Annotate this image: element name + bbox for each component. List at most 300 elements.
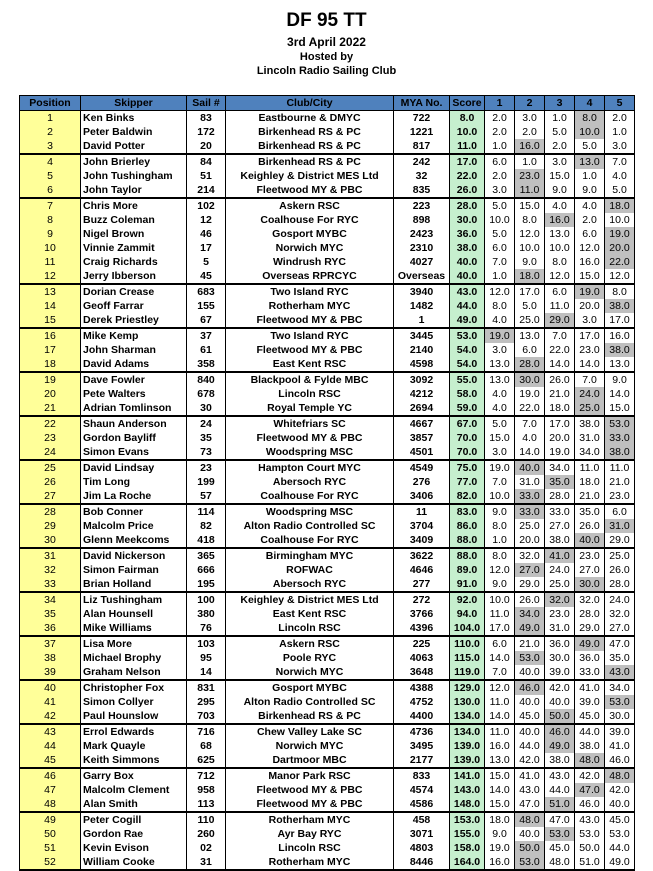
race-5-cell: 38.0 bbox=[605, 299, 635, 313]
race-1-cell: 12.0 bbox=[485, 284, 515, 299]
race-5-cell: 53.0 bbox=[605, 695, 635, 709]
table-row bbox=[20, 827, 635, 841]
race-3-cell: 31.0 bbox=[545, 621, 575, 636]
race-2-cell: 18.0 bbox=[515, 269, 545, 284]
col-header-race-5: 5 bbox=[605, 96, 635, 111]
race-5-cell: 29.0 bbox=[605, 533, 635, 548]
position-cell: 36 bbox=[20, 621, 81, 636]
race-5-cell: 13.0 bbox=[605, 357, 635, 372]
skipper-cell: Dorian Crease bbox=[81, 284, 187, 299]
race-1-cell: 19.0 bbox=[485, 328, 515, 343]
race-4-cell: 28.0 bbox=[575, 607, 605, 621]
race-1-cell: 8.0 bbox=[485, 299, 515, 313]
table-row bbox=[20, 607, 635, 621]
club-cell: Keighley & District MES Ltd bbox=[226, 592, 394, 607]
table-row bbox=[20, 416, 635, 431]
mya-number-cell: 833 bbox=[394, 768, 450, 783]
race-3-cell: 18.0 bbox=[545, 401, 575, 416]
race-2-cell: 44.0 bbox=[515, 739, 545, 753]
race-3-cell: 12.0 bbox=[545, 269, 575, 284]
sail-number-cell: 46 bbox=[187, 227, 226, 241]
club-cell: Woodspring MSC bbox=[226, 504, 394, 519]
race-3-cell: 26.0 bbox=[545, 372, 575, 387]
table-row bbox=[20, 519, 635, 533]
position-cell: 32 bbox=[20, 563, 81, 577]
race-1-cell: 6.0 bbox=[485, 154, 515, 169]
sail-number-cell: 67 bbox=[187, 313, 226, 328]
position-cell: 22 bbox=[20, 416, 81, 431]
race-2-cell: 20.0 bbox=[515, 533, 545, 548]
race-1-cell: 1.0 bbox=[485, 269, 515, 284]
club-cell: Coalhouse For RYC bbox=[226, 489, 394, 504]
skipper-cell: Liz Tushingham bbox=[81, 592, 187, 607]
race-2-cell: 7.0 bbox=[515, 416, 545, 431]
mya-number-cell: 3092 bbox=[394, 372, 450, 387]
sail-number-cell: 380 bbox=[187, 607, 226, 621]
race-5-cell: 42.0 bbox=[605, 783, 635, 797]
race-4-cell: 31.0 bbox=[575, 431, 605, 445]
mya-number-cell: Overseas bbox=[394, 269, 450, 284]
table-row bbox=[20, 621, 635, 636]
mya-number-cell: 4586 bbox=[394, 797, 450, 812]
skipper-cell: Errol Edwards bbox=[81, 724, 187, 739]
table-row bbox=[20, 636, 635, 651]
race-2-cell: 48.0 bbox=[515, 812, 545, 827]
race-5-cell: 4.0 bbox=[605, 169, 635, 183]
mya-number-cell: 3071 bbox=[394, 827, 450, 841]
race-3-cell: 36.0 bbox=[545, 636, 575, 651]
col-header-race-1: 1 bbox=[485, 96, 515, 111]
race-1-cell: 4.0 bbox=[485, 401, 515, 416]
club-cell: Norwich MYC bbox=[226, 739, 394, 753]
race-3-cell: 53.0 bbox=[545, 827, 575, 841]
position-cell: 28 bbox=[20, 504, 81, 519]
sail-number-cell: 958 bbox=[187, 783, 226, 797]
score-cell: 155.0 bbox=[450, 827, 485, 841]
table-row bbox=[20, 111, 635, 126]
position-cell: 13 bbox=[20, 284, 81, 299]
score-cell: 54.0 bbox=[450, 357, 485, 372]
score-cell: 110.0 bbox=[450, 636, 485, 651]
mya-number-cell: 3409 bbox=[394, 533, 450, 548]
score-cell: 70.0 bbox=[450, 431, 485, 445]
race-5-cell: 22.0 bbox=[605, 255, 635, 269]
club-cell: Fleetwood MY & PBC bbox=[226, 313, 394, 328]
header-row bbox=[20, 96, 635, 111]
sail-number-cell: 76 bbox=[187, 621, 226, 636]
position-cell: 29 bbox=[20, 519, 81, 533]
club-cell: Eastbourne & DMYC bbox=[226, 111, 394, 126]
club-cell: Chew Valley Lake SC bbox=[226, 724, 394, 739]
table-row bbox=[20, 343, 635, 357]
sail-number-cell: 57 bbox=[187, 489, 226, 504]
race-2-cell: 17.0 bbox=[515, 284, 545, 299]
race-2-cell: 2.0 bbox=[515, 125, 545, 139]
mya-number-cell: 2140 bbox=[394, 343, 450, 357]
skipper-cell: Graham Nelson bbox=[81, 665, 187, 680]
race-1-cell: 5.0 bbox=[485, 198, 515, 213]
race-1-cell: 1.0 bbox=[485, 533, 515, 548]
race-4-cell: 5.0 bbox=[575, 139, 605, 154]
score-cell: 139.0 bbox=[450, 739, 485, 753]
table-row bbox=[20, 753, 635, 768]
race-2-cell: 25.0 bbox=[515, 519, 545, 533]
club-cell: Royal Temple YC bbox=[226, 401, 394, 416]
table-row bbox=[20, 739, 635, 753]
position-cell: 35 bbox=[20, 607, 81, 621]
race-5-cell: 31.0 bbox=[605, 519, 635, 533]
race-4-cell: 34.0 bbox=[575, 445, 605, 460]
race-1-cell: 18.0 bbox=[485, 812, 515, 827]
race-3-cell: 44.0 bbox=[545, 783, 575, 797]
mya-number-cell: 3766 bbox=[394, 607, 450, 621]
race-1-cell: 10.0 bbox=[485, 213, 515, 227]
position-cell: 12 bbox=[20, 269, 81, 284]
race-3-cell: 10.0 bbox=[545, 241, 575, 255]
race-3-cell: 20.0 bbox=[545, 431, 575, 445]
position-cell: 18 bbox=[20, 357, 81, 372]
race-5-cell: 38.0 bbox=[605, 343, 635, 357]
club-cell: Rotherham MYC bbox=[226, 299, 394, 313]
race-4-cell: 6.0 bbox=[575, 227, 605, 241]
table-row bbox=[20, 154, 635, 169]
race-1-cell: 12.0 bbox=[485, 680, 515, 695]
position-cell: 27 bbox=[20, 489, 81, 504]
table-row bbox=[20, 169, 635, 183]
table-row bbox=[20, 387, 635, 401]
score-cell: 86.0 bbox=[450, 519, 485, 533]
score-cell: 164.0 bbox=[450, 855, 485, 870]
race-2-cell: 8.0 bbox=[515, 213, 545, 227]
race-3-cell: 51.0 bbox=[545, 797, 575, 812]
sail-number-cell: 5 bbox=[187, 255, 226, 269]
skipper-cell: Shaun Anderson bbox=[81, 416, 187, 431]
race-2-cell: 32.0 bbox=[515, 548, 545, 563]
race-5-cell: 34.0 bbox=[605, 680, 635, 695]
sail-number-cell: 24 bbox=[187, 416, 226, 431]
race-2-cell: 49.0 bbox=[515, 621, 545, 636]
skipper-cell: John Taylor bbox=[81, 183, 187, 198]
mya-number-cell: 4400 bbox=[394, 709, 450, 724]
sail-number-cell: 418 bbox=[187, 533, 226, 548]
mya-number-cell: 272 bbox=[394, 592, 450, 607]
sail-number-cell: 214 bbox=[187, 183, 226, 198]
race-1-cell: 15.0 bbox=[485, 768, 515, 783]
race-1-cell: 10.0 bbox=[485, 592, 515, 607]
sail-number-cell: 102 bbox=[187, 198, 226, 213]
race-4-cell: 4.0 bbox=[575, 198, 605, 213]
race-3-cell: 15.0 bbox=[545, 169, 575, 183]
race-4-cell: 25.0 bbox=[575, 401, 605, 416]
mya-number-cell: 3495 bbox=[394, 739, 450, 753]
mya-number-cell: 4388 bbox=[394, 680, 450, 695]
skipper-cell: Gordon Bayliff bbox=[81, 431, 187, 445]
mya-number-cell: 835 bbox=[394, 183, 450, 198]
position-cell: 40 bbox=[20, 680, 81, 695]
club-cell: Windrush RYC bbox=[226, 255, 394, 269]
position-cell: 7 bbox=[20, 198, 81, 213]
table-row bbox=[20, 299, 635, 313]
race-5-cell: 27.0 bbox=[605, 621, 635, 636]
skipper-cell: John Brierley bbox=[81, 154, 187, 169]
race-1-cell: 1.0 bbox=[485, 139, 515, 154]
sail-number-cell: 260 bbox=[187, 827, 226, 841]
club-cell: Dartmoor MBC bbox=[226, 753, 394, 768]
score-cell: 143.0 bbox=[450, 783, 485, 797]
skipper-cell: David Adams bbox=[81, 357, 187, 372]
race-4-cell: 53.0 bbox=[575, 827, 605, 841]
race-1-cell: 11.0 bbox=[485, 695, 515, 709]
race-2-cell: 22.0 bbox=[515, 401, 545, 416]
race-3-cell: 16.0 bbox=[545, 213, 575, 227]
table-row bbox=[20, 372, 635, 387]
skipper-cell: Keith Simmons bbox=[81, 753, 187, 768]
race-2-cell: 40.0 bbox=[515, 827, 545, 841]
race-3-cell: 6.0 bbox=[545, 284, 575, 299]
score-cell: 129.0 bbox=[450, 680, 485, 695]
sail-number-cell: 712 bbox=[187, 768, 226, 783]
race-4-cell: 1.0 bbox=[575, 169, 605, 183]
race-1-cell: 14.0 bbox=[485, 709, 515, 724]
club-cell: Lincoln RSC bbox=[226, 841, 394, 855]
race-3-cell: 21.0 bbox=[545, 387, 575, 401]
score-cell: 77.0 bbox=[450, 475, 485, 489]
sail-number-cell: 831 bbox=[187, 680, 226, 695]
club-cell: Norwich MYC bbox=[226, 665, 394, 680]
race-5-cell: 43.0 bbox=[605, 665, 635, 680]
club-cell: Whitefriars SC bbox=[226, 416, 394, 431]
sail-number-cell: 14 bbox=[187, 665, 226, 680]
race-2-cell: 6.0 bbox=[515, 343, 545, 357]
race-1-cell: 15.0 bbox=[485, 797, 515, 812]
mya-number-cell: 4027 bbox=[394, 255, 450, 269]
skipper-cell: Derek Priestley bbox=[81, 313, 187, 328]
race-2-cell: 15.0 bbox=[515, 198, 545, 213]
position-cell: 42 bbox=[20, 709, 81, 724]
skipper-cell: Malcolm Clement bbox=[81, 783, 187, 797]
race-5-cell: 25.0 bbox=[605, 548, 635, 563]
race-2-cell: 16.0 bbox=[515, 139, 545, 154]
race-3-cell: 45.0 bbox=[545, 841, 575, 855]
race-1-cell: 19.0 bbox=[485, 460, 515, 475]
score-cell: 10.0 bbox=[450, 125, 485, 139]
mya-number-cell: 458 bbox=[394, 812, 450, 827]
race-3-cell: 1.0 bbox=[545, 111, 575, 126]
race-1-cell: 3.0 bbox=[485, 183, 515, 198]
sail-number-cell: 35 bbox=[187, 431, 226, 445]
sail-number-cell: 840 bbox=[187, 372, 226, 387]
race-2-cell: 31.0 bbox=[515, 475, 545, 489]
skipper-cell: Garry Box bbox=[81, 768, 187, 783]
score-cell: 158.0 bbox=[450, 841, 485, 855]
race-1-cell: 13.0 bbox=[485, 372, 515, 387]
race-3-cell: 4.0 bbox=[545, 198, 575, 213]
skipper-cell: David Potter bbox=[81, 139, 187, 154]
race-1-cell: 2.0 bbox=[485, 111, 515, 126]
club-cell: Keighley & District MES Ltd bbox=[226, 169, 394, 183]
race-1-cell: 8.0 bbox=[485, 519, 515, 533]
race-4-cell: 7.0 bbox=[575, 372, 605, 387]
table-row bbox=[20, 357, 635, 372]
skipper-cell: Vinnie Zammit bbox=[81, 241, 187, 255]
race-2-cell: 3.0 bbox=[515, 111, 545, 126]
race-5-cell: 46.0 bbox=[605, 753, 635, 768]
mya-number-cell: 2694 bbox=[394, 401, 450, 416]
race-4-cell: 44.0 bbox=[575, 724, 605, 739]
sail-number-cell: 95 bbox=[187, 651, 226, 665]
race-2-cell: 1.0 bbox=[515, 154, 545, 169]
race-4-cell: 20.0 bbox=[575, 299, 605, 313]
sail-number-cell: 716 bbox=[187, 724, 226, 739]
club-cell: Manor Park RSC bbox=[226, 768, 394, 783]
race-1-cell: 12.0 bbox=[485, 563, 515, 577]
score-cell: 36.0 bbox=[450, 227, 485, 241]
race-2-cell: 40.0 bbox=[515, 665, 545, 680]
race-2-cell: 4.0 bbox=[515, 431, 545, 445]
skipper-cell: Alan Smith bbox=[81, 797, 187, 812]
position-cell: 26 bbox=[20, 475, 81, 489]
race-1-cell: 2.0 bbox=[485, 125, 515, 139]
club-cell: Gosport MYBC bbox=[226, 227, 394, 241]
race-4-cell: 19.0 bbox=[575, 284, 605, 299]
score-cell: 17.0 bbox=[450, 154, 485, 169]
position-cell: 25 bbox=[20, 460, 81, 475]
mya-number-cell: 32 bbox=[394, 169, 450, 183]
table-row bbox=[20, 431, 635, 445]
col-header-race-2: 2 bbox=[515, 96, 545, 111]
race-3-cell: 23.0 bbox=[545, 607, 575, 621]
race-4-cell: 9.0 bbox=[575, 183, 605, 198]
race-2-cell: 53.0 bbox=[515, 651, 545, 665]
score-cell: 8.0 bbox=[450, 111, 485, 126]
race-2-cell: 10.0 bbox=[515, 241, 545, 255]
sail-number-cell: 113 bbox=[187, 797, 226, 812]
table-row bbox=[20, 328, 635, 343]
sail-number-cell: 45 bbox=[187, 269, 226, 284]
col-header-race-4: 4 bbox=[575, 96, 605, 111]
club-cell: Fleetwood MY & PBC bbox=[226, 183, 394, 198]
race-2-cell: 42.0 bbox=[515, 753, 545, 768]
skipper-cell: Kevin Evison bbox=[81, 841, 187, 855]
race-1-cell: 4.0 bbox=[485, 313, 515, 328]
hosted-by-label: Hosted by bbox=[299, 51, 354, 63]
race-5-cell: 16.0 bbox=[605, 328, 635, 343]
race-4-cell: 40.0 bbox=[575, 533, 605, 548]
race-4-cell: 2.0 bbox=[575, 213, 605, 227]
race-3-cell: 22.0 bbox=[545, 343, 575, 357]
sail-number-cell: 683 bbox=[187, 284, 226, 299]
sail-number-cell: 172 bbox=[187, 125, 226, 139]
table-row bbox=[20, 592, 635, 607]
position-cell: 5 bbox=[20, 169, 81, 183]
race-2-cell: 33.0 bbox=[515, 489, 545, 504]
col-header-skipper: Skipper bbox=[81, 96, 187, 111]
race-1-cell: 19.0 bbox=[485, 841, 515, 855]
results-table bbox=[19, 95, 635, 871]
race-1-cell: 4.0 bbox=[485, 387, 515, 401]
table-row bbox=[20, 460, 635, 475]
sail-number-cell: 61 bbox=[187, 343, 226, 357]
mya-number-cell: 1 bbox=[394, 313, 450, 328]
score-cell: 115.0 bbox=[450, 651, 485, 665]
race-2-cell: 40.0 bbox=[515, 724, 545, 739]
score-cell: 119.0 bbox=[450, 665, 485, 680]
score-cell: 22.0 bbox=[450, 169, 485, 183]
race-2-cell: 34.0 bbox=[515, 607, 545, 621]
race-3-cell: 43.0 bbox=[545, 768, 575, 783]
race-2-cell: 12.0 bbox=[515, 227, 545, 241]
club-cell: Fleetwood MY & PBC bbox=[226, 797, 394, 812]
table-row bbox=[20, 241, 635, 255]
race-1-cell: 11.0 bbox=[485, 607, 515, 621]
position-cell: 33 bbox=[20, 577, 81, 592]
race-2-cell: 53.0 bbox=[515, 855, 545, 870]
race-5-cell: 23.0 bbox=[605, 489, 635, 504]
sail-number-cell: 195 bbox=[187, 577, 226, 592]
sail-number-cell: 110 bbox=[187, 812, 226, 827]
sail-number-cell: 12 bbox=[187, 213, 226, 227]
club-cell: Birkenhead RS & PC bbox=[226, 125, 394, 139]
col-header-score: Score bbox=[450, 96, 485, 111]
mya-number-cell: 3406 bbox=[394, 489, 450, 504]
club-cell: Birmingham MYC bbox=[226, 548, 394, 563]
position-cell: 47 bbox=[20, 783, 81, 797]
club-cell: Fleetwood MY & PBC bbox=[226, 783, 394, 797]
mya-number-cell: 3940 bbox=[394, 284, 450, 299]
race-5-cell: 12.0 bbox=[605, 269, 635, 284]
score-cell: 44.0 bbox=[450, 299, 485, 313]
skipper-cell: Christopher Fox bbox=[81, 680, 187, 695]
race-3-cell: 47.0 bbox=[545, 812, 575, 827]
position-cell: 51 bbox=[20, 841, 81, 855]
position-cell: 43 bbox=[20, 724, 81, 739]
position-cell: 2 bbox=[20, 125, 81, 139]
table-row bbox=[20, 401, 635, 416]
club-cell: Coalhouse For RYC bbox=[226, 213, 394, 227]
race-4-cell: 46.0 bbox=[575, 797, 605, 812]
score-cell: 70.0 bbox=[450, 445, 485, 460]
race-3-cell: 38.0 bbox=[545, 533, 575, 548]
club-cell: East Kent RSC bbox=[226, 357, 394, 372]
skipper-cell: Michael Brophy bbox=[81, 651, 187, 665]
race-3-cell: 2.0 bbox=[545, 139, 575, 154]
skipper-cell: John Tushingham bbox=[81, 169, 187, 183]
club-cell: Hampton Court MYC bbox=[226, 460, 394, 475]
table-row bbox=[20, 313, 635, 328]
race-1-cell: 13.0 bbox=[485, 753, 515, 768]
mya-number-cell: 4598 bbox=[394, 357, 450, 372]
table-row bbox=[20, 563, 635, 577]
race-2-cell: 47.0 bbox=[515, 797, 545, 812]
race-3-cell: 8.0 bbox=[545, 255, 575, 269]
race-3-cell: 38.0 bbox=[545, 753, 575, 768]
race-4-cell: 50.0 bbox=[575, 841, 605, 855]
race-3-cell: 49.0 bbox=[545, 739, 575, 753]
skipper-cell: Chris More bbox=[81, 198, 187, 213]
sail-number-cell: 365 bbox=[187, 548, 226, 563]
score-cell: 40.0 bbox=[450, 269, 485, 284]
skipper-cell: Craig Richards bbox=[81, 255, 187, 269]
race-1-cell: 9.0 bbox=[485, 577, 515, 592]
race-1-cell: 16.0 bbox=[485, 739, 515, 753]
mya-number-cell: 4803 bbox=[394, 841, 450, 855]
race-1-cell: 16.0 bbox=[485, 855, 515, 870]
score-cell: 30.0 bbox=[450, 213, 485, 227]
club-cell: Rotherham MYC bbox=[226, 855, 394, 870]
mya-number-cell: 2423 bbox=[394, 227, 450, 241]
sail-number-cell: 68 bbox=[187, 739, 226, 753]
race-4-cell: 11.0 bbox=[575, 460, 605, 475]
